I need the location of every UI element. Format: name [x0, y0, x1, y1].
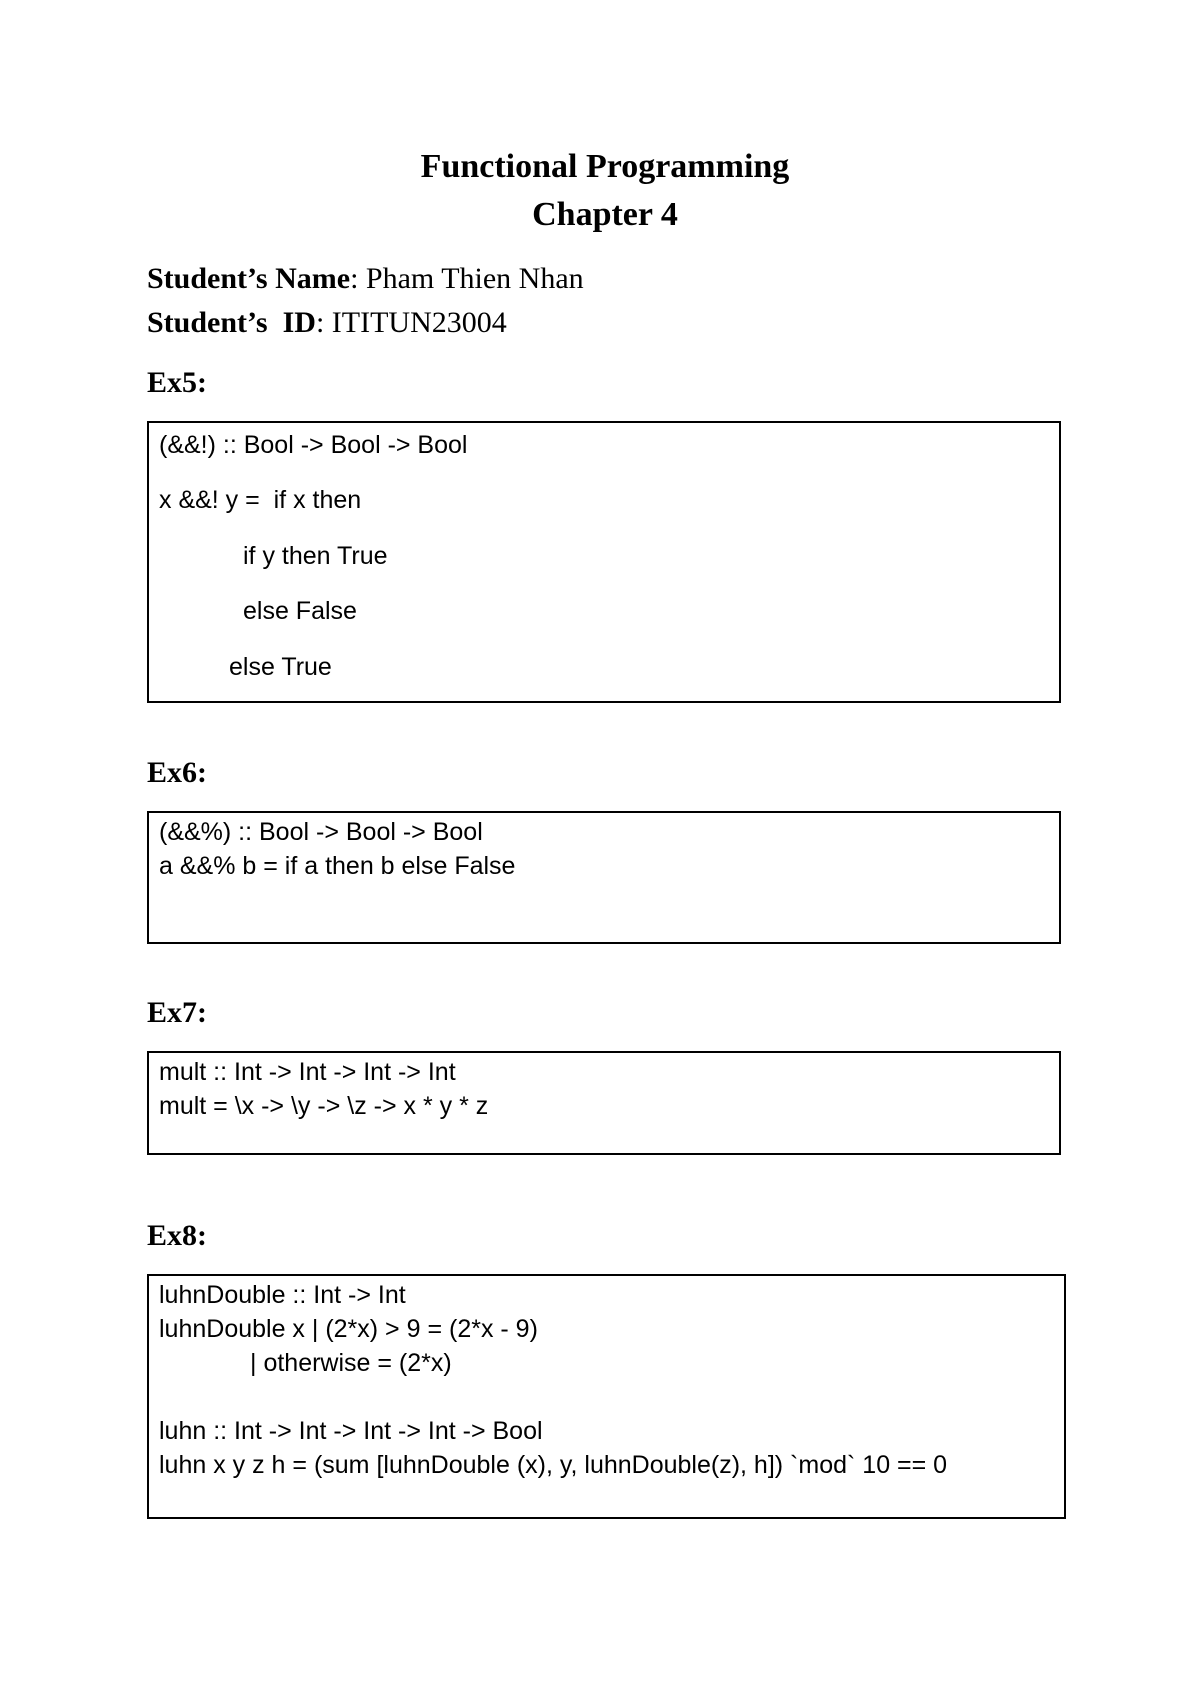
student-name-value: : Pham Thien Nhan [350, 262, 584, 295]
ex8-code-line: luhnDouble :: Int -> Int [159, 1281, 406, 1309]
chapter-title: Chapter 4 [532, 196, 678, 233]
ex5-code-line: if y then True [243, 542, 388, 570]
ex6-code-line: (&&%) :: Bool -> Bool -> Bool [159, 818, 483, 846]
ex5-label: Ex5: [147, 366, 207, 399]
ex7-code-box [147, 1051, 1061, 1155]
ex5-code-line: (&&!) :: Bool -> Bool -> Bool [159, 431, 468, 459]
student-name-label: Student’s Name [147, 262, 351, 295]
student-name-line [147, 261, 584, 297]
ex5-code-box [147, 421, 1061, 703]
ex8-label: Ex8: [147, 1219, 207, 1252]
ex8-code-line: luhn x y z h = (sum [luhnDouble (x), y, luhnDouble(z), h]) `mod` 10 == 0 [159, 1451, 948, 1479]
ex5-code-line: x &&! y = if x then [159, 486, 362, 514]
ex6-code-line: a &&% b = if a then b else False [159, 852, 516, 880]
ex5-code-line: else True [229, 653, 332, 681]
ex8-code-line: luhn :: Int -> Int -> Int -> Int -> Bool [159, 1417, 543, 1445]
ex8-code-box [147, 1274, 1066, 1519]
ex8-code-line: | otherwise = (2*x) [250, 1349, 452, 1377]
ex7-code-line: mult = \x -> \y -> \z -> x * y * z [159, 1092, 489, 1120]
ex6-label: Ex6: [147, 756, 207, 789]
student-id-value: : ITITUN23004 [315, 306, 507, 339]
student-id-label: Student’s ID [147, 306, 316, 339]
document-title: Functional Programming [420, 148, 790, 185]
ex7-code-line: mult :: Int -> Int -> Int -> Int [159, 1058, 456, 1086]
student-id-line [147, 305, 507, 341]
ex8-code-line: luhnDouble x | (2*x) > 9 = (2*x - 9) [159, 1315, 538, 1343]
ex7-label: Ex7: [147, 996, 207, 1029]
ex6-code-box [147, 811, 1061, 944]
ex5-code-line: else False [243, 597, 357, 625]
